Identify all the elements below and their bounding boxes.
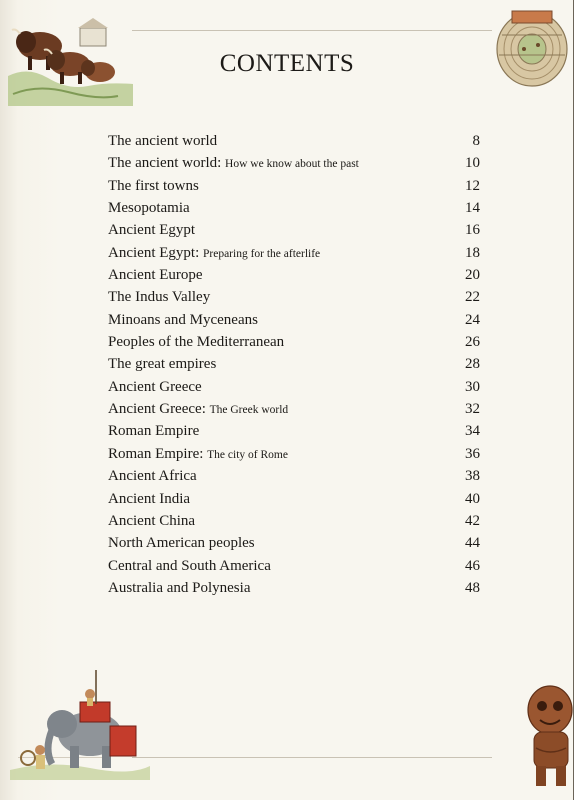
toc-entry-main-title: Australia and Polynesia <box>108 579 251 596</box>
toc-entry <box>108 555 480 577</box>
toc-entry-main-title: Ancient Greece: <box>108 401 206 418</box>
toc-entry-page-number: 22 <box>465 289 480 306</box>
toc-entry <box>108 398 480 420</box>
toc-entry-subtitle: The city of Rome <box>207 448 288 461</box>
toc-entry-title <box>108 242 320 265</box>
toc-entry-page-number: 10 <box>465 155 480 172</box>
toc-entry-title <box>108 420 199 442</box>
toc-entry-title <box>108 488 190 510</box>
toc-entry <box>108 130 480 152</box>
toc-entry-page-number: 18 <box>465 244 480 261</box>
toc-entry-main-title: The first towns <box>108 177 199 194</box>
toc-entry <box>108 219 480 241</box>
toc-entry-title <box>108 331 284 353</box>
toc-entry-title <box>108 130 217 152</box>
bottom-rule <box>132 757 492 758</box>
toc-entry-title <box>108 555 271 577</box>
toc-entry <box>108 175 480 197</box>
toc-entry-page-number: 12 <box>465 177 480 194</box>
toc-entry <box>108 197 480 219</box>
toc-entry-subtitle: The Greek world <box>209 404 289 417</box>
toc-entry <box>108 465 480 487</box>
toc-entry-main-title: The Indus Valley <box>108 289 211 306</box>
toc-entry-title <box>108 175 199 197</box>
toc-entry-main-title: Ancient Europe <box>108 267 203 284</box>
toc-entry-title <box>108 398 288 421</box>
toc-entry <box>108 152 480 174</box>
toc-entry-main-title: Minoans and Myceneans <box>108 311 258 328</box>
toc-entry-title <box>108 286 210 308</box>
toc-entry-main-title: Ancient Africa <box>108 468 197 485</box>
top-rule <box>132 30 492 31</box>
toc-entry-page-number: 42 <box>465 512 480 529</box>
toc-entry-main-title: Central and South America <box>108 557 271 574</box>
toc-entry <box>108 286 480 308</box>
toc-entry-title <box>108 577 250 599</box>
toc-entry-main-title: North American peoples <box>108 535 255 552</box>
toc-entry-title <box>108 510 195 532</box>
carved-figure-illustration <box>524 682 574 790</box>
toc-entry-subtitle: How we know about the past <box>225 158 359 171</box>
toc-entry <box>108 242 480 264</box>
toc-entry-page-number: 26 <box>465 334 480 351</box>
toc-entry <box>108 577 480 599</box>
toc-entry-main-title: Peoples of the Mediterranean <box>108 334 285 351</box>
toc-entry <box>108 532 480 554</box>
toc-entry-page-number: 38 <box>465 468 480 485</box>
toc-entry-title <box>108 152 359 175</box>
toc-entry-page-number: 30 <box>465 378 480 395</box>
war-elephant-illustration <box>10 660 150 780</box>
toc-entry-main-title: The ancient world: <box>108 155 222 172</box>
toc-entry-page-number: 46 <box>465 557 480 574</box>
toc-entry <box>108 443 480 465</box>
toc-entry-title <box>108 465 197 487</box>
toc-entry <box>108 510 480 532</box>
toc-entry-subtitle: Preparing for the afterlife <box>202 247 321 260</box>
toc-entry-title <box>108 309 258 331</box>
toc-entry-main-title: Mesopotamia <box>108 200 190 217</box>
toc-entry-main-title: Ancient China <box>108 512 196 529</box>
toc-entry-main-title: The great empires <box>108 356 217 373</box>
toc-entry-title <box>108 219 195 241</box>
toc-entry-page-number: 48 <box>465 579 480 596</box>
toc-entry-page-number: 20 <box>465 267 480 284</box>
toc-entry-page-number: 40 <box>465 490 480 507</box>
toc-entry-page-number: 16 <box>465 222 480 239</box>
toc-entry <box>108 353 480 375</box>
toc-entry-title <box>108 197 190 219</box>
toc-entry-title <box>108 443 288 466</box>
toc-entry-page-number: 14 <box>465 200 480 217</box>
toc-entry-main-title: Roman Empire <box>108 423 200 440</box>
toc-entry <box>108 376 480 398</box>
page-title: CONTENTS <box>219 50 355 77</box>
toc-entry-main-title: Ancient India <box>108 490 191 507</box>
toc-entry <box>108 488 480 510</box>
toc-entry <box>108 331 480 353</box>
toc-entry-title <box>108 376 202 398</box>
toc-entry <box>108 309 480 331</box>
toc-entry <box>108 420 480 442</box>
toc-entry-title <box>108 353 216 375</box>
toc-entry-title <box>108 264 203 286</box>
toc-entry-main-title: Ancient Greece <box>108 378 202 395</box>
table-of-contents <box>108 130 480 599</box>
toc-entry <box>108 264 480 286</box>
toc-entry-page-number: 34 <box>465 423 480 440</box>
toc-entry-title <box>108 532 255 554</box>
toc-entry-page-number: 24 <box>465 311 480 328</box>
toc-entry-main-title: The ancient world <box>108 133 218 149</box>
toc-entry-page-number: 36 <box>465 445 480 462</box>
toc-entry-page-number: 8 <box>472 133 480 149</box>
toc-entry-page-number: 28 <box>465 356 480 373</box>
toc-entry-main-title: Roman Empire: <box>108 445 204 462</box>
toc-entry-page-number: 32 <box>465 401 480 418</box>
toc-entry-page-number: 44 <box>465 535 480 552</box>
toc-entry-main-title: Ancient Egypt: <box>108 244 200 261</box>
toc-entry-main-title: Ancient Egypt <box>108 222 196 239</box>
